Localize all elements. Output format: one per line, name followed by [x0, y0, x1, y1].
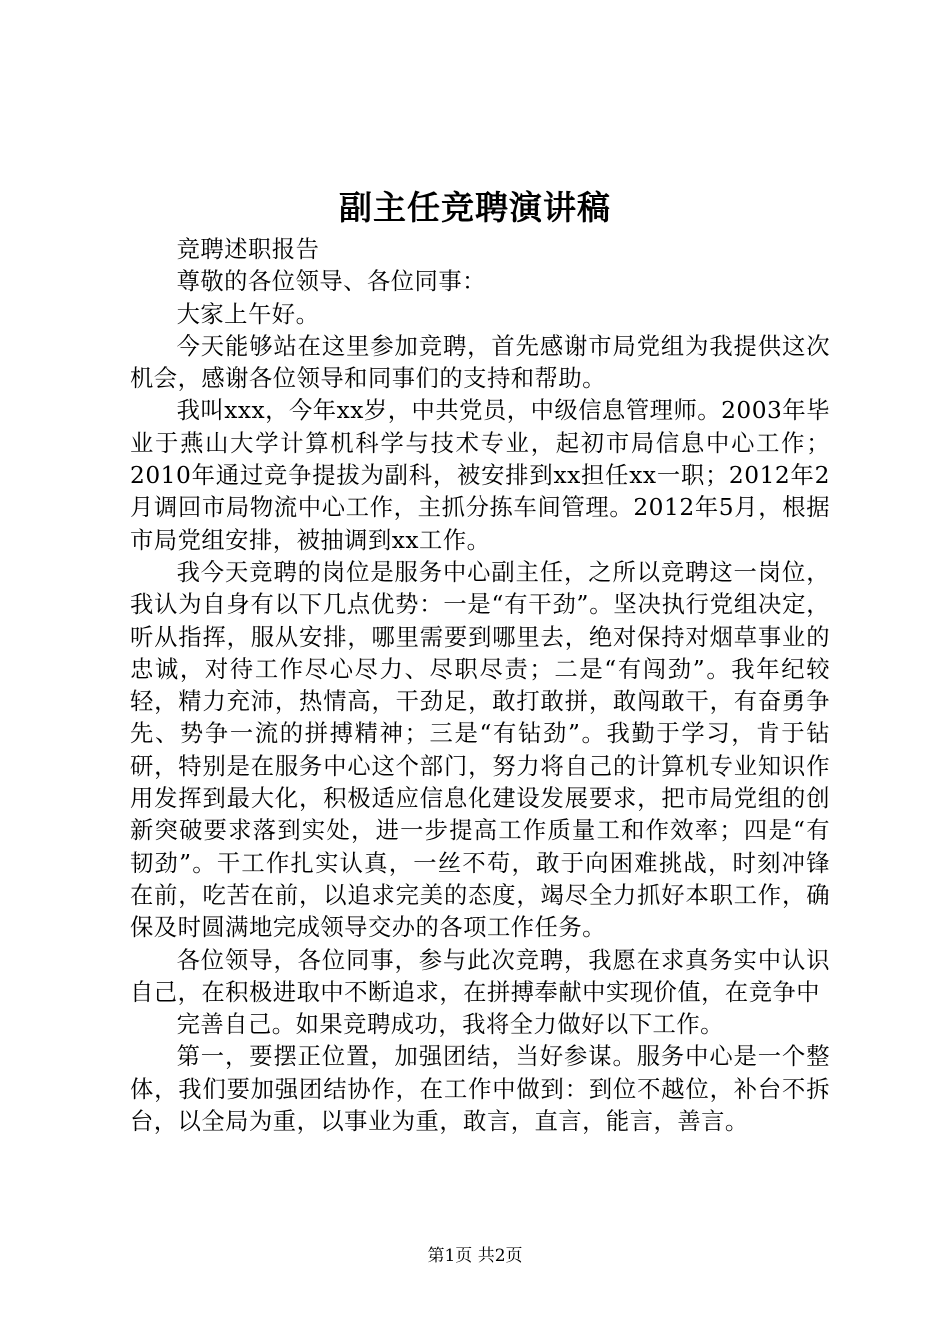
- paragraph-thanks: 今天能够站在这里参加竞聘，首先感谢市局党组为我提供这次机会，感谢各位领导和同事们的支持和帮助。: [130, 332, 830, 393]
- paragraph-salutation: 尊敬的各位领导、各位同事：: [176, 268, 486, 296]
- document-title: 副主任竞聘演讲稿: [339, 188, 611, 227]
- paragraph-commitment: 各位领导，各位同事，参与此次竞聘，我愿在求真务实中认识自己，在积极进取中不断追求，在拼搏奉献中实现价值，在竞争中: [130, 946, 830, 1006]
- paragraph-greeting: 大家上午好。: [176, 300, 320, 328]
- paragraph-self-introduction: 我叫xxx，今年xx岁，中共党员，中级信息管理师。2003年毕业于燕山大学计算机科学与技术专业，起初市局信息中心工作；2010年通过竞争提拔为副科，被安排到xx担任xx一职；2012年2月调回市局物流中心工作，主抓分拣车间管理。2012年5月，根据市局党组安排，被抽调到xx工作。: [130, 397, 830, 554]
- document-body: [130, 234, 830, 1138]
- page-number-footer: 第1页 共2页: [427, 1246, 523, 1266]
- paragraph-commitment-continued: 完善自己。如果竞聘成功，我将全力做好以下工作。: [176, 1011, 724, 1039]
- paragraph-first-task: 第一，要摆正位置，加强团结，当好参谋。服务中心是一个整体，我们要加强团结协作，在工作中做到：到位不越位，补台不拆台，以全局为重，以事业为重，敢言，直言，能言，善言。: [130, 1043, 830, 1136]
- paragraph-report-heading: 竞聘述职报告: [176, 236, 320, 263]
- paragraph-advantages: 我今天竞聘的岗位是服务中心副主任，之所以竞聘这一岗位，我认为自身有以下几点优势：一是“有干劲”。坚决执行党组决定，听从指挥，服从安排，哪里需要到哪里去，绝对保持对烟草事业的忠诚，对待工作尽心尽力、尽职尽责；二是“有闯劲”。我年纪较轻，精力充沛，热情高，干劲足，敢打敢拼，敢闯敢干，有奋勇争先、势争一流的拼搏精神；三是“有钻劲”。我勤于学习，肯于钻研，特别是在服务中心这个部门，努力将自己的计算机专业知识作用发挥到最大化，积极适应信息化建设发展要求，把市局党组的创新突破要求落到实处，进一步提高工作质量工和作效率；四是“有韧劲”。干工作扎实认真，一丝不苟，敢于向困难挑战，时刻冲锋在前，吃苦在前，以追求完美的态度，竭尽全力抓好本职工作，确保及时圆满地完成领导交办的各项工作任务。: [130, 558, 830, 942]
